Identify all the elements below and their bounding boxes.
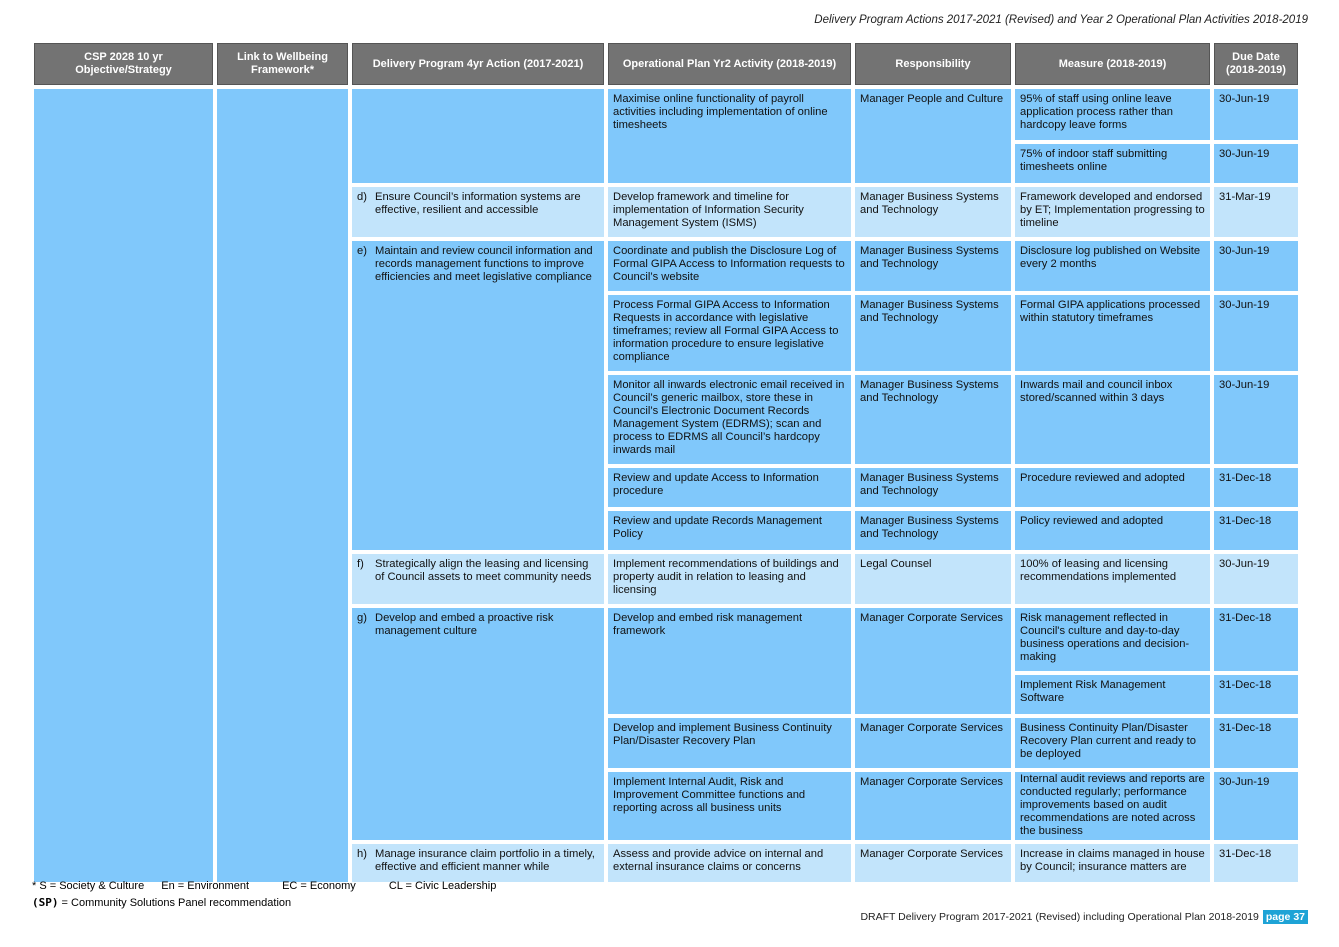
col-header-csp: CSP 2028 10 yr Objective/Strategy <box>32 41 215 87</box>
measure-cell: Inwards mail and council inbox stored/scanned within 3 days <box>1013 373 1212 466</box>
sp-text: = Community Solutions Panel recommendation <box>58 897 292 909</box>
footer-text: DRAFT Delivery Program 2017-2021 (Revised) including Operational Plan 2018-2019 <box>860 911 1259 923</box>
activity-cell: Implement recommendations of buildings and property audit in relation to leasing and licensing <box>606 552 853 606</box>
due-date-cell: 31-Dec-18 <box>1212 509 1300 552</box>
due-date-cell: 30-Jun-19 <box>1212 373 1300 466</box>
action-text: Strategically align the leasing and licensing of Council assets to meet community needs <box>375 558 592 583</box>
responsibility-cell: Manager Business Systems and Technology <box>853 239 1013 293</box>
responsibility-cell: Manager Business Systems and Technology <box>853 509 1013 552</box>
legend-environment: En = Environment <box>161 880 250 892</box>
measure-cell: 75% of indoor staff submitting timesheets online <box>1013 142 1212 185</box>
activity-cell: Implement Internal Audit, Risk and Improvement Committee functions and reporting across all business units <box>606 770 853 842</box>
delivery-action-cell <box>350 842 606 884</box>
delivery-action-cell <box>350 552 606 606</box>
col-header-operational-activity: Operational Plan Yr2 Activity (2018-2019) <box>606 41 853 87</box>
action-letter: e) <box>357 245 367 257</box>
activity-cell: Develop and embed risk management framework <box>606 606 853 716</box>
legend-civic: CL = Civic Leadership <box>388 880 497 892</box>
delivery-action-cell <box>350 606 606 842</box>
responsibility-cell: Manager People and Culture <box>853 87 1013 185</box>
due-date-cell: 30-Jun-19 <box>1212 770 1300 842</box>
sp-legend <box>32 896 291 909</box>
action-text: Maintain and review council information and records management functions to improve efficiencies and meet legislative compliance <box>375 245 593 283</box>
due-date-cell: 31-Dec-18 <box>1212 606 1300 673</box>
measure-cell: Increase in claims managed in house by Council; insurance matters are <box>1013 842 1212 884</box>
action-letter: h) <box>357 848 367 860</box>
delivery-action-cell <box>350 239 606 552</box>
measure-cell: Business Continuity Plan/Disaster Recovery Plan current and ready to be deployed <box>1013 716 1212 770</box>
measure-cell: Formal GIPA applications processed within statutory timeframes <box>1013 293 1212 373</box>
measure-cell: 100% of leasing and licensing recommendations implemented <box>1013 552 1212 606</box>
responsibility-cell: Manager Corporate Services <box>853 716 1013 770</box>
action-text: Develop and embed a proactive risk management culture <box>375 612 554 637</box>
activity-cell: Review and update Access to Information procedure <box>606 466 853 509</box>
activity-cell: Review and update Records Management Policy <box>606 509 853 552</box>
due-date-cell: 31-Dec-18 <box>1212 842 1300 884</box>
page-footer <box>860 910 1308 924</box>
measure-cell: Framework developed and endorsed by ET; Implementation progressing to timeline <box>1013 185 1212 239</box>
due-date-cell: 31-Dec-18 <box>1212 673 1300 716</box>
col-header-wellbeing: Link to Wellbeing Framework* <box>215 41 350 87</box>
col-header-measure: Measure (2018-2019) <box>1013 41 1212 87</box>
responsibility-cell: Manager Business Systems and Technology <box>853 466 1013 509</box>
measure-cell: Internal audit reviews and reports are conducted regularly; performance improvements based on audit recommendations are noted across the business <box>1013 770 1212 842</box>
activity-cell: Monitor all inwards electronic email received in Council’s generic mailbox, store these in Council’s Electronic Document Records Management System (EDRMS); scan and process to EDRMS all Council’s hardcopy inwards mail <box>606 373 853 466</box>
action-text: Manage insurance claim portfolio in a timely, effective and efficient manner while <box>375 848 595 873</box>
page-number-badge: page 37 <box>1263 910 1308 924</box>
responsibility-cell: Manager Corporate Services <box>853 606 1013 716</box>
due-date-cell: 30-Jun-19 <box>1212 87 1300 142</box>
table-header-row <box>32 41 1300 87</box>
responsibility-cell: Legal Counsel <box>853 552 1013 606</box>
activity-cell: Develop and implement Business Continuity Plan/Disaster Recovery Plan <box>606 716 853 770</box>
delivery-action-cell <box>350 185 606 239</box>
measure-cell: Risk management reflected in Council's culture and day-to-day business operations and decision-making <box>1013 606 1212 673</box>
delivery-action-cell <box>350 87 606 185</box>
due-date-cell: 30-Jun-19 <box>1212 293 1300 373</box>
responsibility-cell: Manager Business Systems and Technology <box>853 373 1013 466</box>
responsibility-cell: Manager Business Systems and Technology <box>853 185 1013 239</box>
due-date-cell: 31-Dec-18 <box>1212 466 1300 509</box>
col-header-responsibility: Responsibility <box>853 41 1013 87</box>
responsibility-cell: Manager Business Systems and Technology <box>853 293 1013 373</box>
action-text: Ensure Council’s information systems are effective, resilient and accessible <box>375 191 581 216</box>
activity-cell: Maximise online functionality of payroll activities including implementation of online timesheets <box>606 87 853 185</box>
action-letter: f) <box>357 558 364 570</box>
col-header-due-date: Due Date (2018-2019) <box>1212 41 1300 87</box>
action-letter: d) <box>357 191 367 203</box>
due-date-cell: 30-Jun-19 <box>1212 142 1300 185</box>
plan-table <box>32 41 1300 884</box>
csp-objective-cell <box>32 87 215 884</box>
activity-cell: Coordinate and publish the Disclosure Log of Formal GIPA Access to Information requests to Council’s website <box>606 239 853 293</box>
due-date-cell: 31-Dec-18 <box>1212 716 1300 770</box>
measure-cell: Procedure reviewed and adopted <box>1013 466 1212 509</box>
activity-cell: Process Formal GIPA Access to Information Requests in accordance with legislative timeframes; review all Formal GIPA Access to information procedure to ensure legislative compliance <box>606 293 853 373</box>
action-letter: g) <box>357 612 367 624</box>
measure-cell: Policy reviewed and adopted <box>1013 509 1212 552</box>
activity-cell: Develop framework and timeline for implementation of Information Security Management System (ISMS) <box>606 185 853 239</box>
due-date-cell: 30-Jun-19 <box>1212 552 1300 606</box>
wellbeing-link-cell <box>215 87 350 884</box>
activity-cell: Assess and provide advice on internal and external insurance claims or concerns <box>606 842 853 884</box>
measure-cell: Disclosure log published on Website every 2 months <box>1013 239 1212 293</box>
wellbeing-legend <box>32 880 526 892</box>
due-date-cell: 31-Mar-19 <box>1212 185 1300 239</box>
measure-cell: 95% of staff using online leave application process rather than hardcopy leave forms <box>1013 87 1212 142</box>
responsibility-cell: Manager Corporate Services <box>853 842 1013 884</box>
legend-society: * S = Society & Culture <box>32 880 145 892</box>
legend-economy: EC = Economy <box>282 880 356 892</box>
col-header-delivery-action: Delivery Program 4yr Action (2017-2021) <box>350 41 606 87</box>
document-header-title: Delivery Program Actions 2017-2021 (Revised) and Year 2 Operational Plan Activities 2018-2019 <box>814 14 1308 26</box>
responsibility-cell: Manager Corporate Services <box>853 770 1013 842</box>
due-date-cell: 30-Jun-19 <box>1212 239 1300 293</box>
sp-code: (SP) <box>32 896 59 909</box>
measure-cell: Implement Risk Management Software <box>1013 673 1212 716</box>
table-row <box>32 87 1300 142</box>
